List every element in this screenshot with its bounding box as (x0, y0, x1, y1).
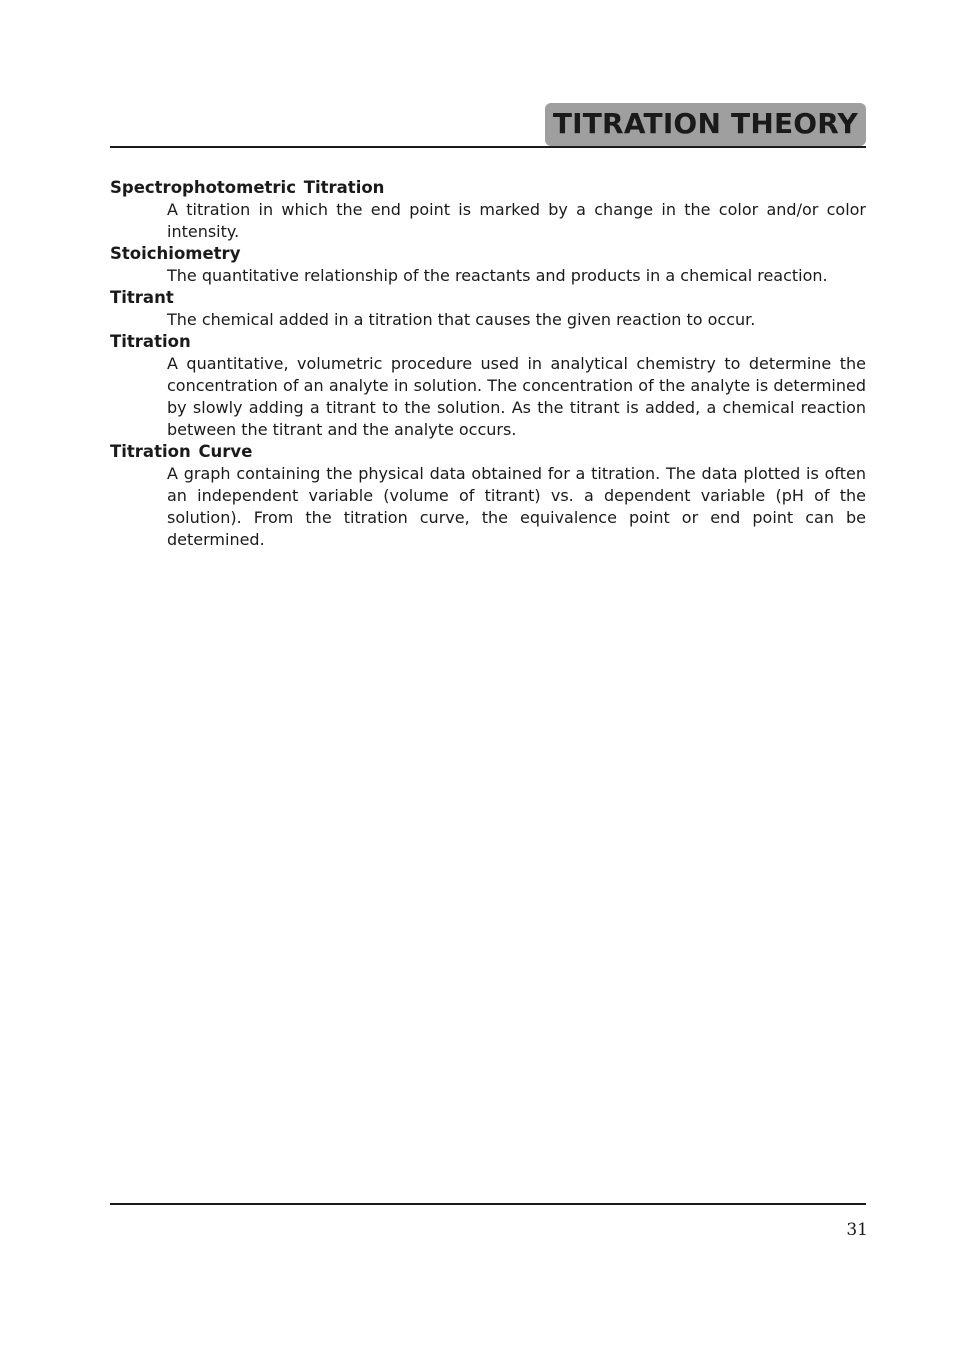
footer-divider (110, 1203, 866, 1205)
glossary-definition: A graph containing the physical data obtained for a titration. The data plotted is often an independent variable (volume of titrant) vs. a dependent variable (pH of the solution). From the titration curve, the equivalence point or end point can be determined. (167, 464, 866, 549)
glossary-term: Titrant (110, 288, 174, 307)
glossary-definition: A quantitative, volumetric procedure used in analytical chemistry to determine the concentration of an analyte in solution. The concentration of the analyte is determined by slowly adding a titrant to the solution. As the titrant is added, a chemical reaction between the titrant and the analyte occurs. (167, 354, 866, 439)
glossary-term: Spectrophotometric Titration (110, 178, 385, 197)
glossary-definition: The chemical added in a titration that causes the given reaction to occur. (167, 310, 756, 329)
glossary-definition: A titration in which the end point is marked by a change in the color and/or color intensity. (167, 200, 866, 241)
glossary-definition: The quantitative relationship of the reactants and products in a chemical reaction. (167, 266, 828, 285)
glossary-term: Titration (110, 332, 191, 351)
section-title-badge: TITRATION THEORY (545, 103, 866, 146)
header-divider (110, 146, 866, 148)
page-number: 31 (846, 1220, 868, 1240)
glossary-term: Titration Curve (110, 442, 253, 461)
glossary-term: Stoichiometry (110, 244, 241, 263)
glossary-list (110, 177, 866, 551)
